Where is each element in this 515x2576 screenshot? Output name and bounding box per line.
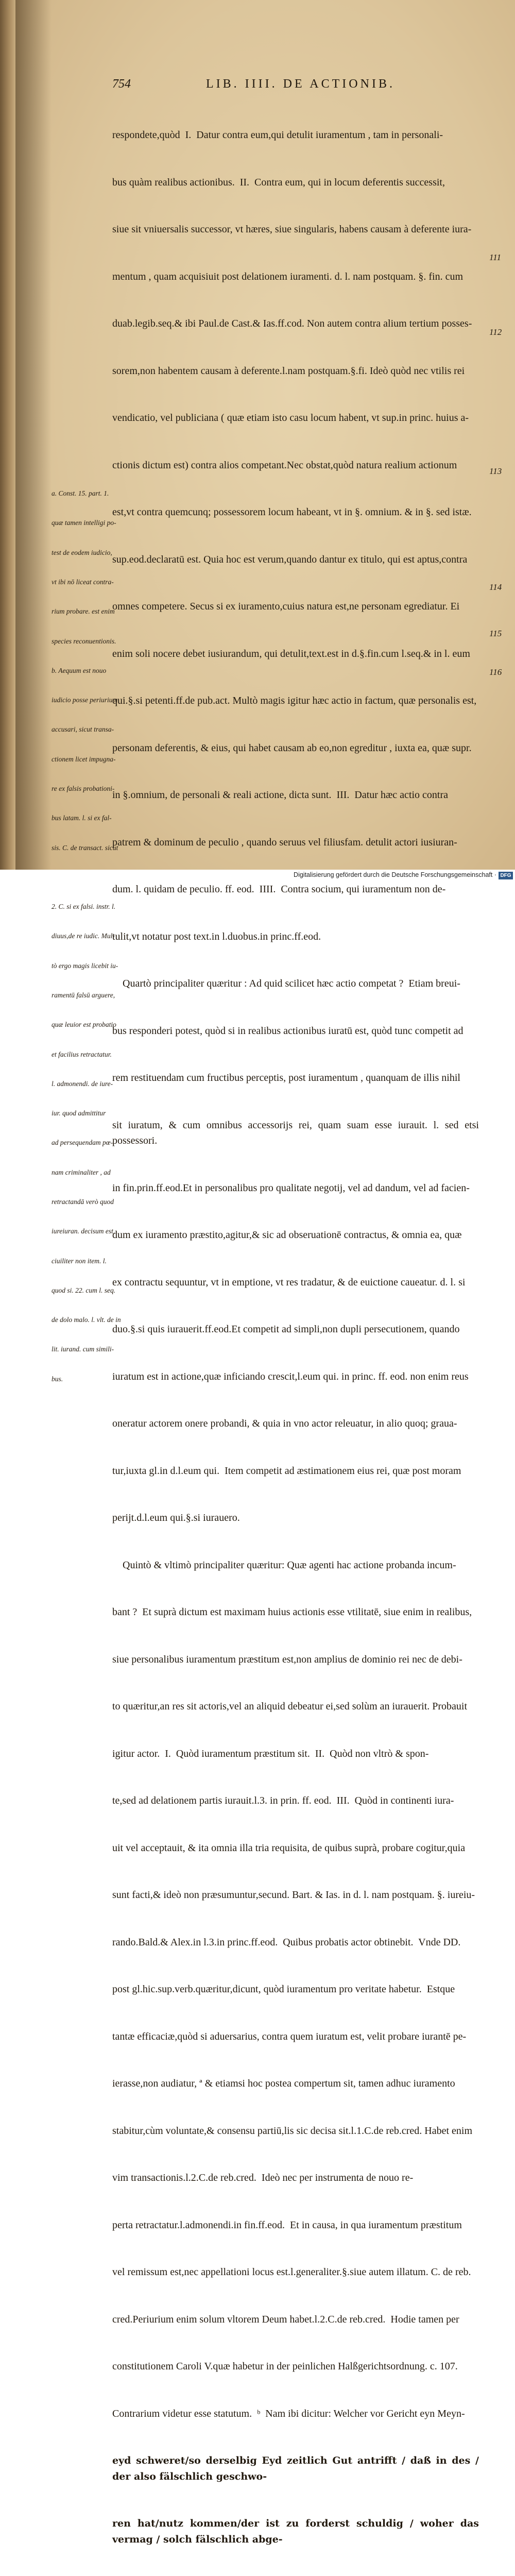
text-line: cred.Periurium enim solum vltorem Deum habet.l.2.C.de reb.cred. Hodie tamen per <box>112 2313 459 2325</box>
text-line: in §.omnium, de personali & reali actione, dicta sunt. III. Datur hæc actio contra <box>112 789 449 801</box>
sidenote-line: 2. C. si ex falsi. instr. l. <box>52 903 116 911</box>
text-line: post gl.hic.sup.verb.quæritur,dicunt, quòd iuramentum pro veritate habetur. Estque <box>112 1984 455 1995</box>
marginal-number: 116 <box>489 667 502 677</box>
text-line: personam deferentis, & eius, qui habet causam ab eo,non egreditur , iuxta ea, quæ supr. <box>112 742 472 754</box>
text-line: ex contractu sequuntur, vt in emptione, vt res tradatur, & de euictione caueatur. d. l. si <box>112 1276 466 1288</box>
text-line: bus quàm realibus actionibus. II. Contra eum, qui in locum deferentis successit, <box>112 176 445 188</box>
sidenote-line: retractandā verò quod <box>52 1197 114 1206</box>
sidenote-line: quod si. 22. cum l. seq. <box>52 1286 116 1294</box>
text-line: stabitur,cùm voluntate,& consensu partiū,lis sic decisa sit.l.1.C.de reb.cred. Habet enim <box>112 2125 473 2137</box>
text-line: rem restituendam cum fructibus perceptis, post iuramentum , quanquam de illis nihil <box>112 1072 460 1083</box>
text-line: Contrarium videtur esse statutum. ᵇ Nam ibi dicitur: Welcher vor Gericht eyn Meyn- <box>112 2408 465 2419</box>
text-line: tantæ efficaciæ,quòd si aduersarius, contra quem iuratum est, velit probare iurantē pe- <box>112 2030 467 2042</box>
sidenote-line: ad persequendam pœ- <box>52 1139 113 1147</box>
text-line: duab.legib.seq.& ibi Paul.de Cast.& Ias.ff.cod. Non autem contra alium tertium posses- <box>112 318 472 329</box>
text-line: rando.Bald.& Alex.in l.3.in princ.ff.eod. Quibus probatis actor obtinebit. Vnde DD. <box>112 1936 461 1948</box>
text-line: enim soli nocere debet iusiurandum, qui detulit,text.est in d.§.fin.cum l.seq.& in l. eum <box>112 648 470 659</box>
sidenote-line: species reconuentionis. <box>52 637 116 645</box>
text-line: duo.§.si quis iurauerit.ff.eod.Et competit ad simpli,non dupli persecutionem, quando <box>112 1324 460 1335</box>
marginal-number: 111 <box>489 252 501 262</box>
text-line: sunt facti,& ideò non præsumuntur,secund. Bart. & Ias. in d. l. nam postquam. §. iureiu- <box>112 1889 475 1901</box>
fraktur-line: eyd schweret/so derselbig Eyd zeitlich Gut antrifft / daß in des / der also fälschlich geschwo- <box>112 2455 483 2482</box>
text-line: Quartò principaliter quæritur : Ad quid scilicet hæc actio competat ? Etiam breui- <box>112 978 460 989</box>
sidenote-line: tò ergo magis licebit iu- <box>52 961 118 970</box>
sidenote-line: ciuiliter non item. l. <box>52 1257 107 1265</box>
gutter-shadow <box>15 0 52 870</box>
text-line: vendicatio, vel publiciana ( quæ etiam isto casu locum habent, vt sup.in princ. huius a- <box>112 412 469 423</box>
text-line: oneratur actorem onere probandi, & quia in vno actor releuatur, in alio quoq; graua- <box>112 1418 457 1429</box>
text-line: respondete,quòd I. Datur contra eum,qui detulit iuramentum , tam in personali- <box>112 129 443 141</box>
text-line: tulit,vt notatur post text.in l.duobus.in princ.ff.eod. <box>112 930 321 942</box>
sidenote-line: vt ibi nō liceat contra- <box>52 578 114 586</box>
text-line: siue sit vniuersalis successor, vt hæres, siue singularis, habens causam à deferente iura- <box>112 224 472 235</box>
text-line: vel remissum est,nec appellationi locus est.l.generaliter.§.siue autem illatum. C. de reb. <box>112 2266 471 2278</box>
text-line: sit iuratum, & cum omnibus accessorijs rei, quam suam esse iurauit. l. sed etsi possessori. <box>112 1119 482 1146</box>
text-line: ierasse,non audiatur, ª & etiamsi hoc postea compertum sit, tamen adhuc iuramento <box>112 2078 455 2089</box>
sidenote-line: l. admonendi. de iure- <box>52 1079 113 1088</box>
sidenote-line: de dolo malo. l. vlt. de in <box>52 1316 121 1324</box>
sidenote-line: bus latam. l. si ex fal- <box>52 814 112 822</box>
sidenote-line: re ex falsis probationi- <box>52 785 115 792</box>
text-line: vim transactionis.l.2.C.de reb.cred. Ideò nec per instrumenta de nouo re- <box>112 2172 414 2183</box>
marginal-number: 114 <box>489 582 502 592</box>
text-line: tur,iuxta gl.in d.l.eum qui. Item competit ad æstimationem eius rei, quæ post moram <box>112 1465 461 1477</box>
text-line: perijt.d.l.eum qui.§.si iurauero. <box>112 1512 240 1523</box>
sidenote-line: quæ tamen intelligi po- <box>52 519 116 527</box>
text-line: est,vt contra quemcunq; possessorem locum habeant, vt in §. omnium. & in §. sed istæ. <box>112 506 472 518</box>
sidenote-line: sis. C. de transact. sicut <box>52 843 118 852</box>
footer-credit: Digitalisierung gefördert durch die Deutsche Forschungsgemeinschaft · <box>294 871 496 878</box>
text-line: ctionis dictum est) contra alios competant.Nec obstat,quòd natura realium actionum <box>112 459 457 471</box>
text-line: perta retractatur.l.admonendi.in fin.ff.eod. Et in causa, in qua iuramentum præstitum <box>112 2219 462 2231</box>
sidenote-line: a. Const. 15. part. 1. <box>52 489 109 498</box>
sidenote-line: accusari, sicut transa- <box>52 725 114 734</box>
text-line: iuratum est in actione,quæ inficiando crescit,l.eum qui. in princ. ff. eod. non enim reus <box>112 1370 469 1382</box>
sidenote-line: quæ leuior est probatio <box>52 1021 116 1029</box>
text-line: dum ex iuramento præstito,agitur,& sic ad obseruationē contractus, & omnia ea, quæ <box>112 1229 462 1241</box>
sidenote-line: et facilius retractatur. <box>52 1050 112 1058</box>
sidenote-line: diuus,de re iudic. Mul- <box>52 932 115 940</box>
fraktur-line: ren hat/nutz kommen/der ist zu forderst schuldig / woher das vermag / solch fälschlich abge- <box>112 2518 483 2545</box>
text-line: bant ? Et suprà dictum est maximam huius actionis esse vtilitatē, siue enim in realibus, <box>112 1606 472 1618</box>
text-line: constitutionem Caroli V.quæ habetur in der peinlichen Halßgerichtsordnung. c. 107. <box>112 2361 458 2372</box>
text-line: patrem & dominum de peculio , quando seruus vel filiusfam. detulit actori iusiuran- <box>112 836 457 848</box>
marginal-number: 113 <box>489 466 502 476</box>
sidenote-line: iur. quod admittitur <box>52 1109 106 1117</box>
footer-bar <box>0 870 515 882</box>
sidenote-line: nam criminaliter , ad <box>52 1168 111 1176</box>
marginal-number: 115 <box>489 629 502 638</box>
sidenote-line: lit. iurand. cum simili- <box>52 1345 114 1353</box>
page-number: 754 <box>112 77 131 91</box>
sidenote-line: bus. <box>52 1375 63 1383</box>
text-line: sup.eod.declaratū est. Quia hoc est verum,quando dantur ex titulo, qui est aptus,contra <box>112 553 468 565</box>
sidenote-line: b. Aequum est nouo <box>52 666 107 674</box>
text-line: siue personalibus iuramentum præstitum est,non amplius de dominio rei nec de debi- <box>112 1653 462 1665</box>
text-line: qui.§.si petenti.ff.de pub.act. Multò magis igitur hæc actio in factum, quæ personalis est, <box>112 695 477 706</box>
text-line: mentum , quam acquisiuit post delationem iuramenti. d. l. nam postquam. §. fin. cum <box>112 270 463 282</box>
sidenote-line: rium probare. est enim <box>52 607 115 616</box>
sidenote-line: ctionem licet impugna- <box>52 755 116 763</box>
sidenote-line: ramentū falsū arguere, <box>52 991 115 999</box>
text-line: omnes competere. Secus si ex iuramento,cuius natura est,ne personam egrediatur. Ei <box>112 601 460 612</box>
text-line: to quæritur,an res sit actoris,vel an aliquid debeatur ei,sed solùm an iurauerit. Probauit <box>112 1701 468 1712</box>
marginal-number: 112 <box>489 327 502 337</box>
text-line: te,sed ad delationem partis iurauit.l.3. in prin. ff. eod. III. Quòd in continenti iura- <box>112 1795 454 1806</box>
text-line: uit vel acceptauit, & ita omnia illa tria requisita, de quibus suprà, probare cogitur,quia <box>112 1842 466 1854</box>
main-text <box>112 96 483 2576</box>
sidenote-line: iudicio posse periurium <box>52 696 118 704</box>
sidenote-line: test de eodem iudicio, <box>52 548 112 556</box>
running-head: LIB. IIII. DE ACTIONIB. <box>206 77 395 91</box>
sidenote-line: iureiuran. decisum est, <box>52 1227 115 1235</box>
sidenotes <box>52 469 130 1394</box>
text-line: Quintò & vltimò principaliter quæritur: Quæ agenti hac actione probanda incum- <box>112 1559 456 1571</box>
text-line: dum. l. quidam de peculio. ff. eod. IIII. Contra socium, qui iuramentum non de- <box>112 884 446 895</box>
dfg-logo[interactable]: DFG <box>499 872 513 879</box>
text-line: bus responderi potest, quòd si in realibus actionibus iuratū est, quòd tunc competit ad <box>112 1025 464 1037</box>
text-line: in fin.prin.ff.eod.Et in personalibus pro qualitate negotij, vel ad dandum, vel ad facien- <box>112 1182 470 1194</box>
text-line: igitur actor. I. Quòd iuramentum præstitum sit. II. Quòd non vltrò & spon- <box>112 1748 429 1759</box>
text-line: sorem,non habentem causam à deferente.l.nam postquam.§.fi. Ideò quòd nec vtilis rei <box>112 365 465 377</box>
